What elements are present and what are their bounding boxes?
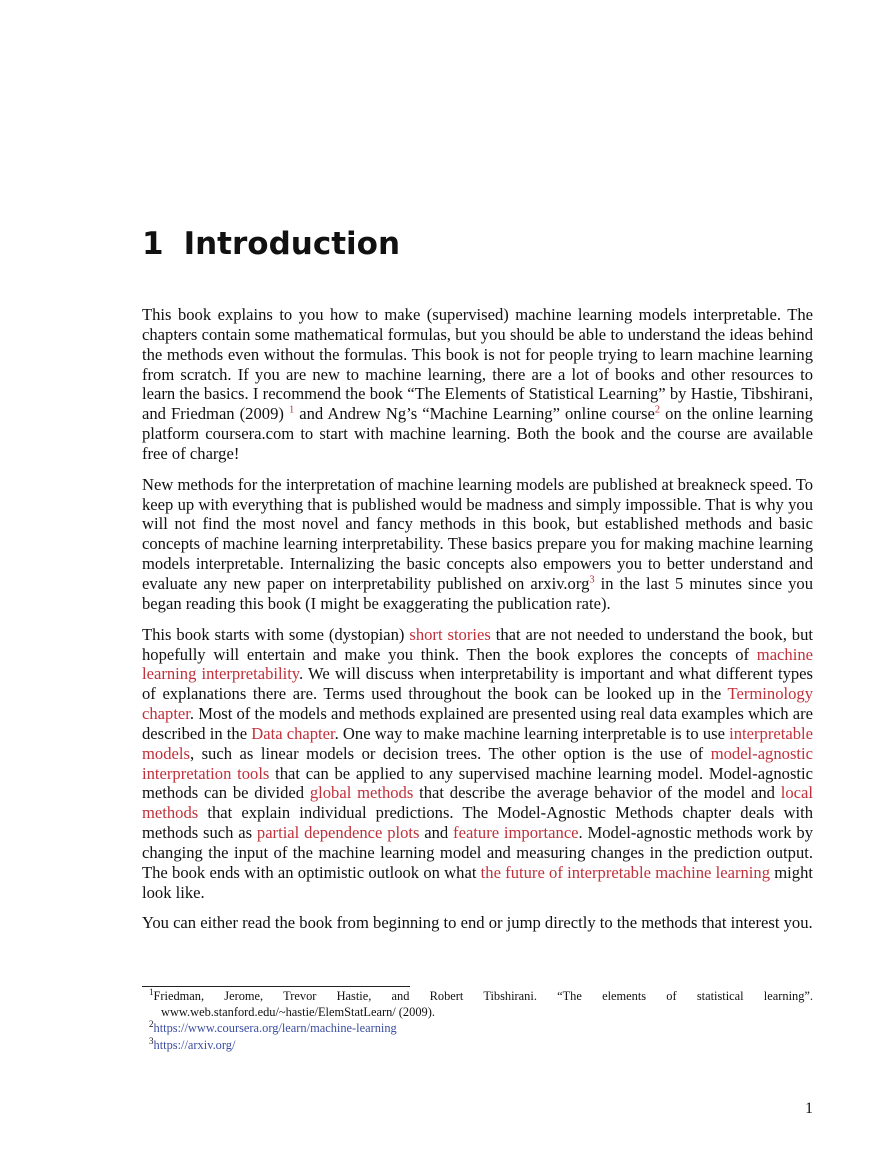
link-model-agnostic-tools[interactable]: model-agnostic interpretation tools [142, 743, 813, 783]
paragraph-4 [142, 913, 813, 933]
link-machine-learning-interpretability[interactable]: machine learning interpretability [142, 644, 813, 684]
link-terminology-chapter[interactable]: Terminology chapter [142, 684, 813, 724]
chapter-title: Introduction [183, 226, 401, 262]
footnote-ref-1[interactable]: 1 [288, 404, 295, 416]
footnote-ref-2[interactable]: 2 [654, 404, 661, 416]
paragraph-text: in the last 5 minutes since you began reading this book (I might be exaggerating the publication rate). [142, 573, 813, 613]
footnote-url-arxiv[interactable]: https://arxiv.org/ [153, 1037, 236, 1052]
paragraph-text: that are not needed to understand the book, but hopefully will entertain and make you think. Then the book explores the concepts of [142, 624, 813, 664]
paragraph-text: This book starts with some (dystopian) [142, 624, 410, 644]
footnote-3 [142, 1035, 813, 1054]
paragraph-2 [142, 475, 813, 614]
paragraph-text: . We will discuss when interpretability is important and what different types of explanations there are. Terms used throughout the book can be looked up in the [142, 664, 813, 704]
link-data-chapter[interactable]: Data chapter [251, 723, 335, 743]
link-local-methods[interactable]: local methods [142, 783, 813, 823]
link-feature-importance[interactable]: feature importance [453, 823, 579, 843]
footnote-text: Friedman, Jerome, Trevor Hastie, and Robert Tibshirani. “The elements of statistical learning”. www.web.stanford.edu/~hastie/ElemStatLearn/ (2009). [153, 989, 813, 1019]
link-global-methods[interactable]: global methods [309, 783, 414, 803]
paragraph-text: might look like. [142, 862, 813, 902]
paragraph-text: that can be applied to any supervised machine learning model. Model-agnostic methods can be divided [142, 763, 813, 803]
paragraph-text: New methods for the interpretation of machine learning models are published at breakneck speed. To keep up with everything that is published would be madness and simply impossible. That is why you will not find the most novel and fancy methods in this book, but established methods and basic concepts of machine learning interpretability. These basics prepare you for making machine learning models interpretable. Internalizing the basic concepts also empowers you to better understand and evaluate any new paper on interpretability published on arxiv.org [142, 474, 813, 593]
paragraph-text: that describe the average behavior of the model and [413, 783, 781, 803]
paragraph-text: on the online learning platform coursera.com to start with machine learning. Both the book and the course are available free of charge! [142, 404, 813, 463]
link-future-of-interpretable-ml[interactable]: the future of interpretable machine learning [480, 862, 771, 882]
paragraph-text: . One way to make machine learning interpretable is to use [334, 723, 730, 743]
link-partial-dependence-plots[interactable]: partial dependence plots [256, 823, 420, 843]
page-number: 1 [805, 1100, 813, 1117]
footnote-number: 1 [149, 986, 154, 997]
paragraph-3 [142, 625, 813, 903]
footnote-number: 2 [149, 1019, 154, 1030]
chapter-body [142, 305, 813, 944]
paragraph-text: and Andrew Ng’s “Machine Learning” online course [294, 404, 655, 424]
paragraph-text: You can either read the book from beginning to end or jump directly to the methods that interest you. [142, 913, 813, 933]
footnote-2 [142, 1021, 813, 1037]
footnote-url-coursera[interactable]: https://www.coursera.org/learn/machine-learning [153, 1021, 397, 1036]
paragraph-text: This book explains to you how to make (supervised) machine learning models interpretable. The chapters contain some mathematical formulas, but you should be able to understand the ideas behind the methods even without the formulas. This book is not for people trying to learn machine learning from scratch. If you are new to machine learning, there are a lot of books and other resources to learn the basics. I recommend the book “The Elements of Statistical Learning” by Hastie, Tibshirani, and Friedman (2009) [142, 305, 813, 424]
footnote-1 [142, 986, 813, 1020]
chapter-heading [142, 222, 400, 266]
chapter-number: 1 [142, 226, 164, 262]
link-interpretable-models[interactable]: interpretable models [142, 723, 813, 763]
paragraph-text: . Model-agnostic methods work by changing the input of the machine learning model and measuring changes in the prediction output. The book ends with an optimistic outlook on what [142, 823, 813, 882]
paragraph-1 [142, 305, 813, 464]
paragraph-text: . Most of the models and methods explained are presented using real data examples which are described in the [142, 704, 813, 743]
paragraph-text: that explain individual predictions. The Model-Agnostic Methods chapter deals with methods such as [142, 803, 813, 843]
footnote-divider [142, 986, 410, 987]
footnote-ref-3[interactable]: 3 [589, 574, 595, 586]
footnotes [142, 986, 813, 1054]
footnote-number: 3 [149, 1035, 154, 1046]
paragraph-text: , such as linear models or decision trees. The other option is the use of [189, 743, 711, 763]
paragraph-text: and [419, 823, 454, 843]
link-short-stories[interactable]: short stories [409, 624, 491, 644]
